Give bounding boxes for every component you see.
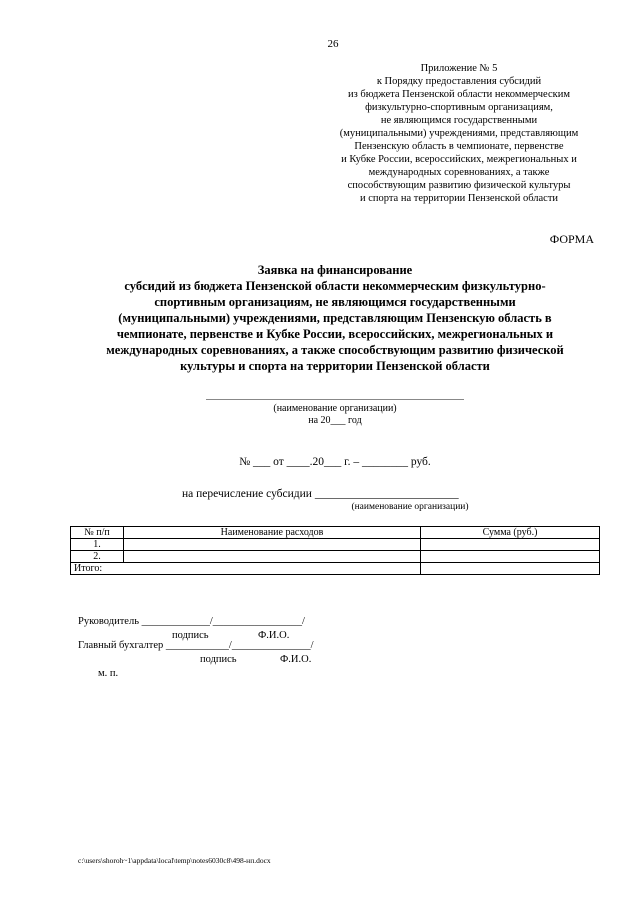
heading-line: спортивным организациям, не являющимся государственными <box>154 295 516 309</box>
heading-line: культуры и спорта на территории Пензенской области <box>180 359 490 373</box>
appendix-header <box>318 62 600 205</box>
year-caption: на 20___ год <box>308 415 362 426</box>
subsidy-transfer-line: на перечисление субсидии _________________________ <box>182 488 459 500</box>
document-heading <box>70 262 600 374</box>
table-header-row <box>71 527 600 539</box>
table-row <box>71 551 600 563</box>
total-amount-cell <box>421 563 600 575</box>
accountant-signature-line: Главный бухгалтер ____________/_______________/ <box>78 640 314 651</box>
heading-line: чемпионате, первенстве и Кубке России, всероссийских, межрегиональных и <box>116 327 554 341</box>
expenses-table <box>70 526 600 575</box>
appendix-line: физкультурно-спортивным организациям, <box>365 102 553 113</box>
form-label: ФОРМА <box>549 232 594 246</box>
appendix-line: способствующим развитию физической культуры <box>347 180 571 191</box>
appendix-line: Пензенскую область в чемпионате, первенстве <box>354 141 564 152</box>
appendix-line: (муниципальными) учреждениями, представляющим <box>339 128 579 139</box>
total-label-cell: Итого: <box>71 563 421 575</box>
appendix-line: не являющимся государственными <box>380 115 538 126</box>
heading-line: (муниципальными) учреждениями, представляющим Пензенскую область в <box>118 311 552 325</box>
appendix-line: и спорта на территории Пензенской области <box>359 193 559 204</box>
heading-line: субсидий из бюджета Пензенской области некоммерческим физкультурно- <box>124 279 546 293</box>
appendix-line: международных соревнованиях, а также <box>368 167 550 178</box>
organization-caption: (наименование организации) <box>273 403 397 414</box>
heading-line: Заявка на финансирование <box>257 263 413 277</box>
header-cell-number: № п/п <box>71 527 124 539</box>
transfer-organization-caption: (наименование организации) <box>351 502 469 512</box>
header-cell-amount: Сумма (руб.) <box>421 527 600 539</box>
heading-line: международных соревнованиях, а также способствующим развитию физической <box>106 343 564 357</box>
accountant-sign-caption: подпись <box>200 654 237 665</box>
row-amount-cell <box>421 551 600 563</box>
application-number-line: № ___ от ____.20___ г. – ________ руб. <box>239 456 431 468</box>
accountant-name-caption: Ф.И.О. <box>280 654 312 665</box>
table-total-row <box>71 563 600 575</box>
stamp-place: м. п. <box>98 668 119 679</box>
row-number-cell: 2. <box>71 551 124 563</box>
row-expense-cell <box>124 539 421 551</box>
appendix-line: из бюджета Пензенской области некоммерческим <box>348 89 570 100</box>
appendix-line: Приложение № 5 <box>420 63 498 74</box>
header-cell-expense-name: Наименование расходов <box>124 527 421 539</box>
appendix-line: и Кубке России, всероссийских, межрегиональных и <box>341 154 577 165</box>
table-row <box>71 539 600 551</box>
page-number: 26 <box>327 38 339 50</box>
director-name-caption: Ф.И.О. <box>258 630 290 641</box>
organization-name-line <box>206 399 464 400</box>
director-sign-caption: подпись <box>172 630 209 641</box>
appendix-line: к Порядку предоставления субсидий <box>376 76 542 87</box>
file-path-footer: c:\users\shoroh~1\appdata\local\temp\notes6030c8\498-нп.docx <box>78 856 271 865</box>
row-number-cell: 1. <box>71 539 124 551</box>
row-expense-cell <box>124 551 421 563</box>
director-signature-line: Руководитель _____________/_________________/ <box>78 616 305 627</box>
row-amount-cell <box>421 539 600 551</box>
